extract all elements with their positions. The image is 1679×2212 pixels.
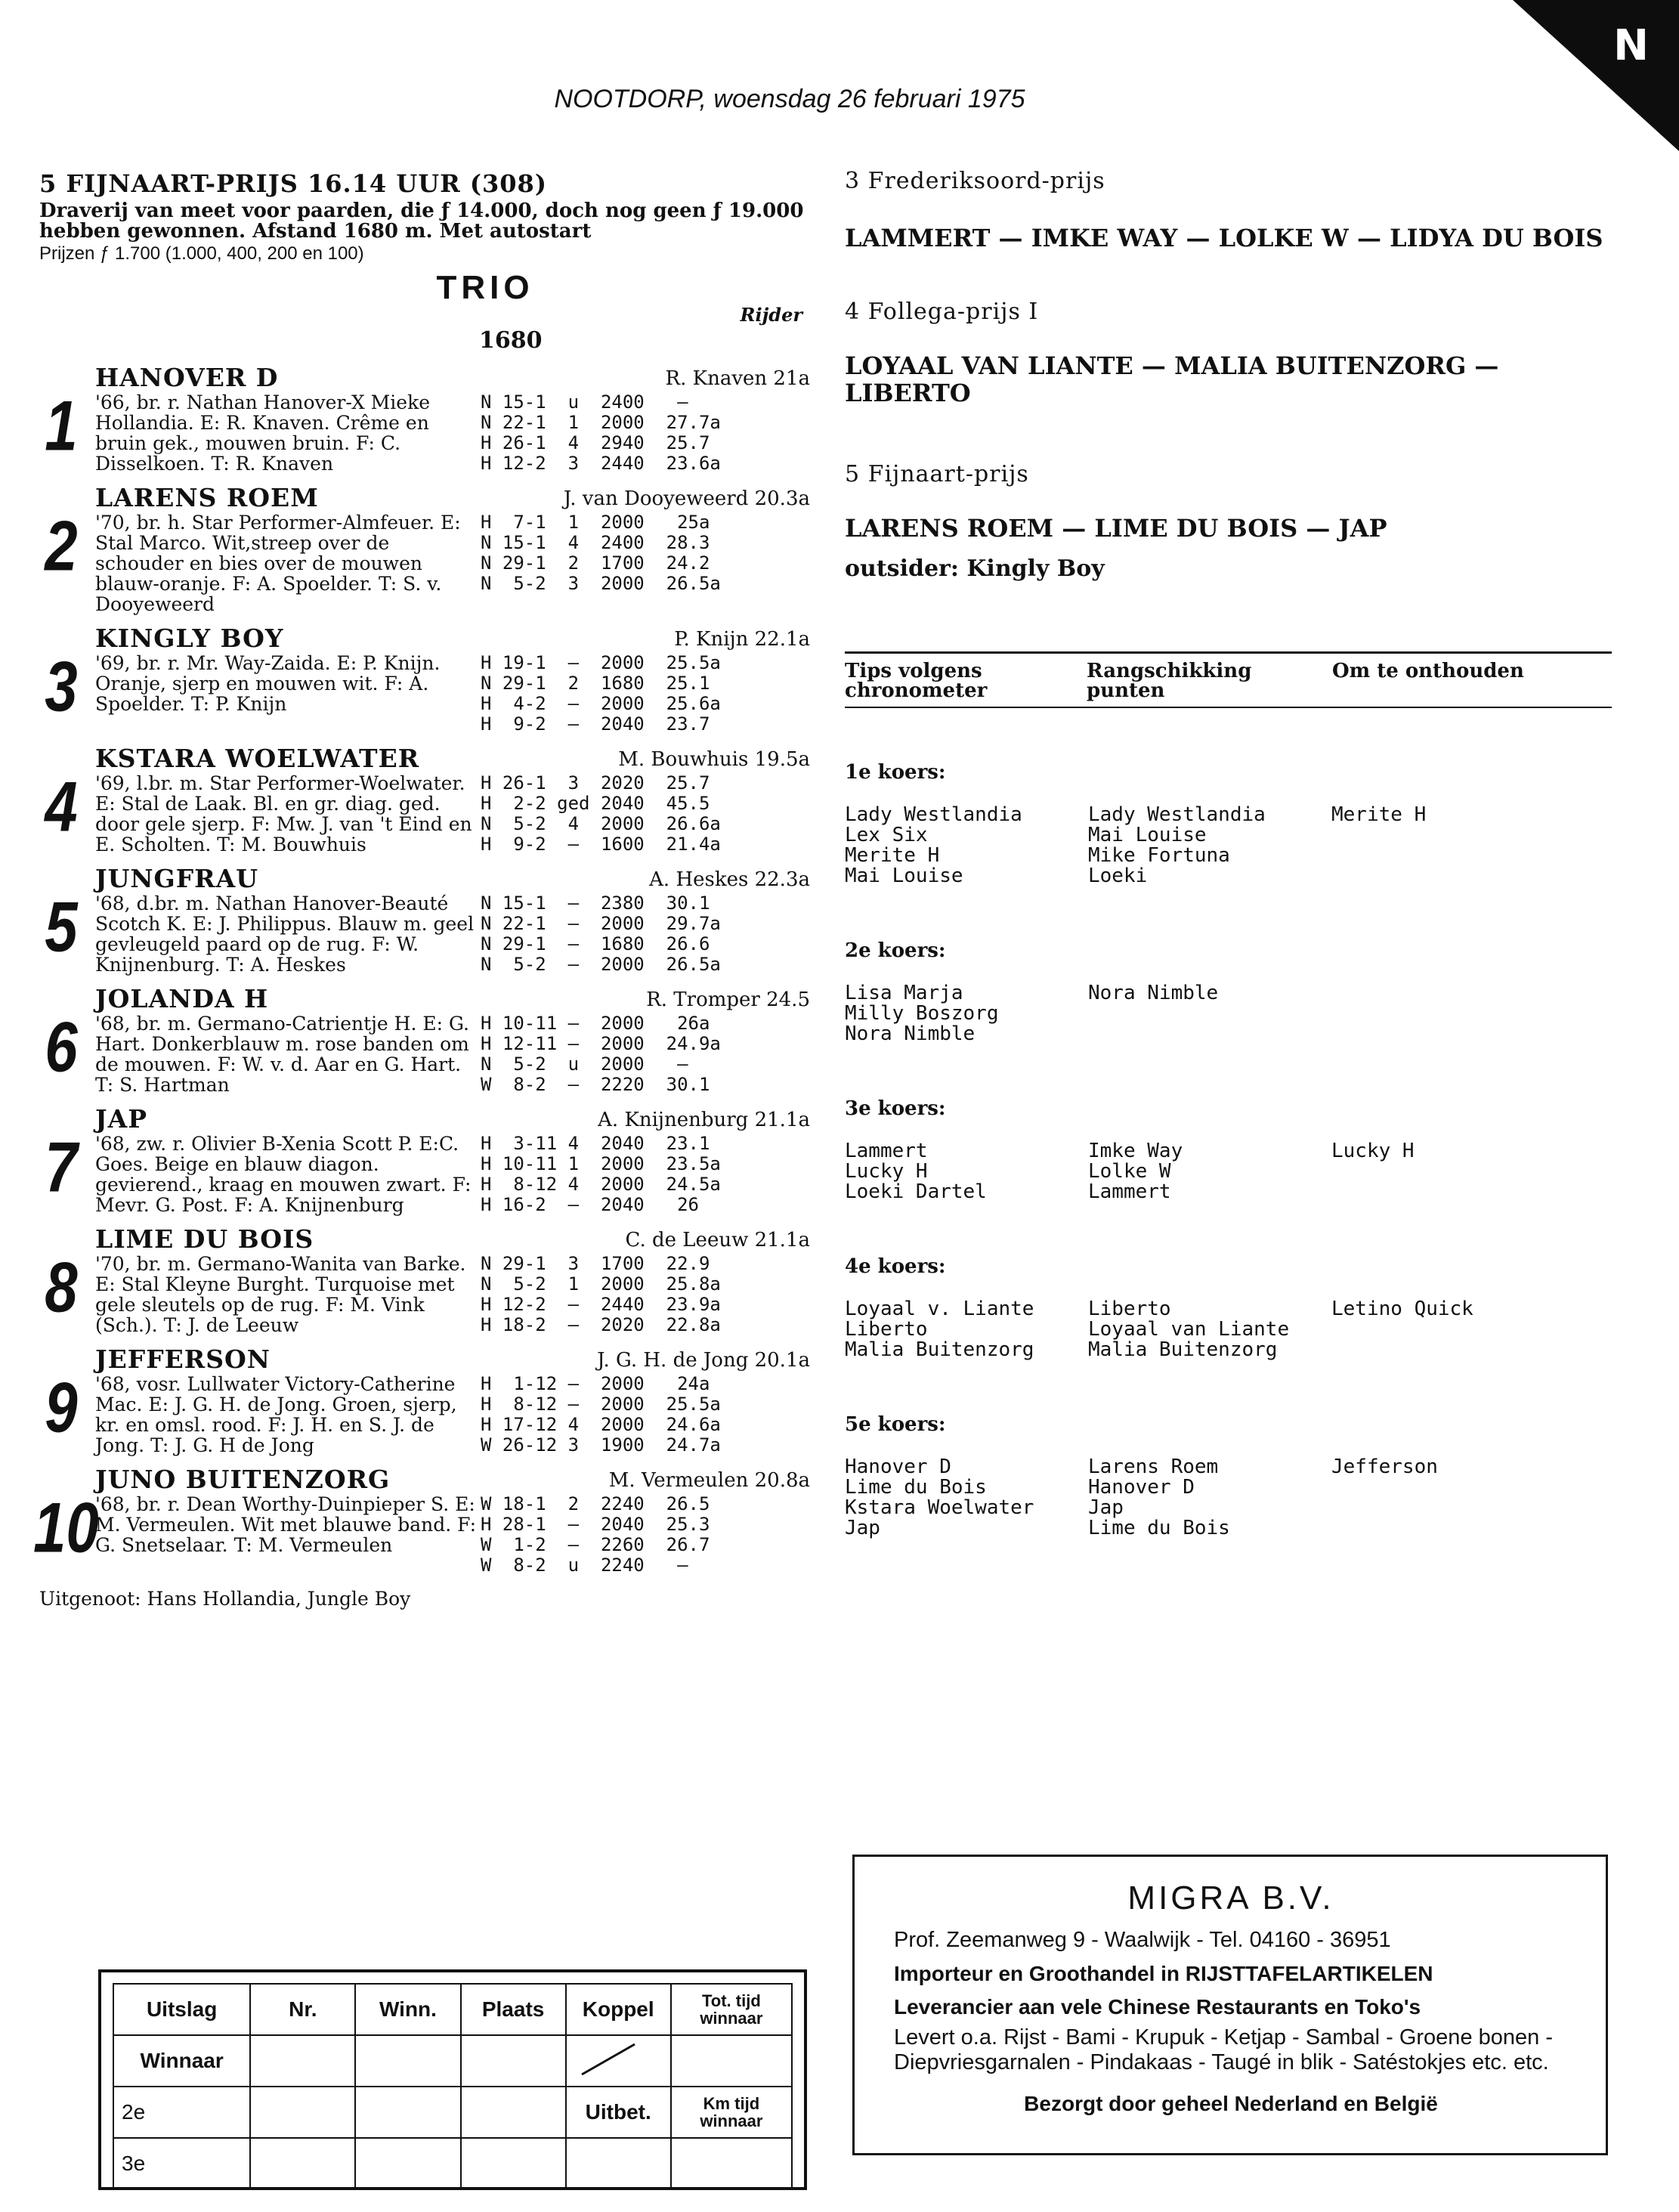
horse-number: 2 bbox=[45, 506, 78, 586]
row-2e: 2e bbox=[113, 2087, 250, 2138]
cell[interactable] bbox=[671, 2138, 792, 2189]
uitgenoot: Uitgenoot: Hans Hollandia, Jungle Boy bbox=[39, 1588, 411, 1610]
koers-block bbox=[845, 939, 1616, 1044]
koers-chronometer: Hanover D Lime du Bois Kstara Woelwater Jap bbox=[845, 1456, 1034, 1539]
tips-column bbox=[845, 168, 1616, 1539]
horse-body bbox=[95, 893, 810, 975]
outsider: outsider: Kingly Boy bbox=[845, 555, 1105, 582]
rijder-label: Rijder bbox=[740, 304, 802, 326]
horse-number: 6 bbox=[45, 1007, 78, 1087]
horse-driver: J. van Dooyeweerd 20.3a bbox=[563, 487, 810, 510]
ad-line-1: Importeur en Groothandel in RIJSTTAFELARTIKELEN bbox=[894, 1962, 1433, 1985]
koers-chronometer: Lady Westlandia Lex Six Merite H Mai Louise bbox=[845, 803, 1022, 887]
horse-header bbox=[95, 744, 810, 773]
horse-description: '70, br. m. Germano-Wanita van Barke. E: Stal Kleyne Burght. Turquoise met gele sleutels op de rug. F: M. Vink (Sch.). T: J. de Leeuw bbox=[95, 1253, 466, 1336]
race-prizes: Prijzen ƒ 1.700 (1.000, 400, 200 en 100) bbox=[39, 243, 364, 264]
row-3e: 3e bbox=[113, 2138, 250, 2189]
column-header-onthouden: Om te onthouden bbox=[1332, 660, 1524, 682]
cell[interactable] bbox=[355, 2035, 460, 2087]
horse-header bbox=[95, 984, 810, 1013]
horse-entry bbox=[39, 363, 810, 474]
horse-name: HANOVER D bbox=[95, 363, 279, 392]
race-column bbox=[33, 169, 810, 1610]
koers-chronometer: Loyaal v. Liante Liberto Malia Buitenzorg bbox=[845, 1298, 1034, 1361]
koers-title: 2e koers: bbox=[845, 939, 946, 962]
koers-punten: Larens Roem Hanover D Jap Lime du Bois bbox=[1088, 1456, 1230, 1539]
koers-block bbox=[845, 1413, 1616, 1539]
horse-header bbox=[95, 363, 810, 392]
tip-line-3: LAMMERT — IMKE WAY — LOLKE W — LIDYA DU BOIS bbox=[845, 224, 1603, 252]
ad-line-3: Levert o.a. Rijst - Bami - Krupuk - Ketjap - Sambal - Groene bonen - Diepvriesgarnalen - Pindakaas - Taugé in blik - Satéstokjes etc. etc. bbox=[894, 2025, 1553, 2074]
horse-header bbox=[95, 1344, 810, 1374]
header-tot-tijd: Tot. tijd winnaar bbox=[671, 1984, 792, 2035]
horse-entry bbox=[33, 1465, 810, 1576]
cell[interactable] bbox=[250, 2138, 355, 2189]
koers-block bbox=[845, 761, 1616, 886]
horse-body bbox=[95, 1494, 810, 1576]
column-header-punten: Rangschikking punten bbox=[1087, 660, 1252, 702]
horse-name: JUNO BUITENZORG bbox=[95, 1465, 391, 1494]
koers-punten: Nora Nimble bbox=[1088, 982, 1219, 1004]
result-form bbox=[98, 1969, 807, 2190]
horse-description: '69, br. r. Mr. Way-Zaida. E: P. Knijn. Oranje, sjerp en mouwen wit. F: A. Spoelder. T: P. Knijn bbox=[95, 652, 441, 715]
koppel-slash-cell bbox=[566, 2035, 671, 2087]
horse-number: 4 bbox=[45, 766, 78, 846]
corner-letter: N bbox=[1613, 21, 1649, 70]
horse-body bbox=[95, 392, 810, 474]
horse-driver: A. Heskes 22.3a bbox=[649, 868, 810, 891]
koers-columns bbox=[845, 1457, 1616, 1539]
horse-driver: P. Knijn 22.1a bbox=[674, 628, 810, 651]
horse-name: JOLANDA H bbox=[95, 984, 269, 1013]
koers-onthouden: Letino Quick bbox=[1331, 1298, 1473, 1320]
horse-body bbox=[95, 653, 810, 735]
horse-stats: N 15-1 u 2400 — N 22-1 1 2000 27.7a H 26-1 4 2940 25.7 H 12-2 3 2440 23.6a bbox=[481, 391, 721, 474]
horse-name: JEFFERSON bbox=[95, 1344, 271, 1374]
koers-columns bbox=[845, 1299, 1616, 1360]
horse-driver: J. G. H. de Jong 20.1a bbox=[597, 1349, 810, 1372]
horse-description: '70, br. h. Star Performer-Almfeuer. E: Stal Marco. Wit,streep over de schouder en bies over de mouwen blauw-oranje. F: A. Spoelder. T: S. v. Dooyeweerd bbox=[95, 512, 461, 615]
header-winn: Winn. bbox=[355, 1984, 460, 2035]
horse-driver: R. Tromper 24.5 bbox=[646, 988, 810, 1011]
horse-description: '68, d.br. m. Nathan Hanover-Beauté Scotch K. E: J. Philippus. Blauw m. geel gevleugeld paard op de rug. F: W. Knijnenburg. T: A. Heskes bbox=[95, 893, 475, 976]
horse-number: 1 bbox=[45, 385, 78, 466]
horse-body bbox=[95, 1254, 810, 1335]
horse-driver: R. Knaven 21a bbox=[665, 367, 810, 390]
cell[interactable] bbox=[250, 2087, 355, 2138]
race-description: Draverij van meet voor paarden, die ƒ 14.000, doch nog geen ƒ 19.000 hebben gewonnen. Afstand 1680 m. Met autostart bbox=[39, 200, 804, 243]
horse-stats: H 3-11 4 2040 23.1 H 10-11 1 2000 23.5a H 8-12 4 2000 24.5a H 16-2 — 2040 26 bbox=[481, 1133, 721, 1215]
horse-stats: N 29-1 3 1700 22.9 N 5-2 1 2000 25.8a H 12-2 — 2440 23.9a H 18-2 — 2020 22.8a bbox=[481, 1253, 721, 1335]
horse-number: 3 bbox=[45, 646, 78, 726]
koers-chronometer: Lammert Lucky H Loeki Dartel bbox=[845, 1140, 987, 1203]
header-uitslag: Uitslag bbox=[113, 1984, 250, 2035]
ad-address: Prof. Zeemanweg 9 - Waalwijk - Tel. 04160 - 36951 bbox=[894, 1928, 1391, 1952]
horse-header bbox=[95, 1104, 810, 1134]
distance-label: 1680 bbox=[479, 327, 543, 354]
koers-columns bbox=[845, 1141, 1616, 1202]
tip-line-5: LARENS ROEM — LIME DU BOIS — JAP bbox=[845, 514, 1387, 543]
advertisement bbox=[852, 1855, 1608, 2155]
slash-mark bbox=[574, 2040, 642, 2077]
horse-name: KINGLY BOY bbox=[95, 623, 284, 653]
horse-description: '66, br. r. Nathan Hanover-X Mieke Hollandia. E: R. Knaven. Crême en bruin gek., mouwen bruin. F: C. Disselkoen. T: R. Knaven bbox=[95, 391, 431, 475]
horse-body bbox=[95, 512, 810, 614]
koers-columns bbox=[845, 805, 1616, 886]
header-plaats: Plaats bbox=[461, 1984, 566, 2035]
horse-entry bbox=[39, 1104, 810, 1215]
horse-name: KSTARA WOELWATER bbox=[95, 744, 420, 773]
horse-header bbox=[95, 623, 810, 653]
horse-entry bbox=[39, 623, 810, 735]
horse-stats: H 1-12 — 2000 24a H 8-12 — 2000 25.5a H 17-12 4 2000 24.6a W 26-12 3 1900 24.7a bbox=[481, 1373, 721, 1456]
horse-description: '68, br. m. Germano-Catrientje H. E: G. Hart. Donkerblauw m. rose banden om de mouwen. F: W. v. d. Aar en G. Hart. T: S. Hartman bbox=[95, 1013, 470, 1096]
horse-description: '68, zw. r. Olivier B-Xenia Scott P. E:C. Goes. Beige en blauw diagon. gevierend., kraag en mouwen zwart. F: Mevr. G. Post. F: A. Knijnenburg bbox=[95, 1133, 472, 1216]
horse-entry bbox=[39, 483, 810, 614]
header-koppel: Koppel bbox=[566, 1984, 671, 2035]
horse-number: 9 bbox=[45, 1367, 78, 1447]
horse-header bbox=[95, 864, 810, 893]
koers-title: 3e koers: bbox=[845, 1097, 946, 1120]
horse-header bbox=[95, 483, 810, 512]
horse-stats: H 19-1 — 2000 25.5a N 29-1 2 1680 25.1 H 4-2 — 2000 25.6a H 9-2 — 2040 23.7 bbox=[481, 652, 721, 735]
horse-name: JAP bbox=[95, 1104, 148, 1134]
horse-stats: H 10-11 — 2000 26a H 12-11 — 2000 24.9a N 5-2 u 2000 — W 8-2 — 2220 30.1 bbox=[481, 1013, 721, 1095]
horse-list bbox=[33, 363, 810, 1576]
koers-onthouden: Merite H bbox=[1331, 803, 1427, 826]
horse-body bbox=[95, 773, 810, 855]
column-header-chronometer: Tips volgens chronometer bbox=[845, 660, 988, 702]
cell[interactable] bbox=[566, 2138, 671, 2189]
km-tijd-label: Km tijd winnaar bbox=[671, 2087, 792, 2138]
corner-tab bbox=[1513, 0, 1679, 151]
koers-onthouden: Jefferson bbox=[1331, 1456, 1438, 1478]
horse-driver: C. de Leeuw 21.1a bbox=[625, 1229, 810, 1251]
horse-number: 8 bbox=[45, 1247, 78, 1327]
koers-onthouden: Lucky H bbox=[1331, 1140, 1415, 1162]
row-winnaar: Winnaar bbox=[113, 2035, 250, 2087]
horse-number: 5 bbox=[45, 886, 78, 967]
horse-header bbox=[95, 1465, 810, 1494]
trio-label: TRIO bbox=[436, 269, 534, 306]
ad-footer: Bezorgt door geheel Nederland en België bbox=[1024, 2092, 1438, 2115]
tip-title-5: 5 Fijnaart-prijs bbox=[845, 461, 1029, 487]
horse-entry bbox=[39, 984, 810, 1095]
koers-title: 1e koers: bbox=[845, 761, 946, 784]
horse-stats: H 7-1 1 2000 25a N 15-1 4 2400 28.3 N 29-1 2 1700 24.2 N 5-2 3 2000 26.5a bbox=[481, 512, 721, 594]
koers-title: 4e koers: bbox=[845, 1255, 946, 1278]
horse-driver: M. Vermeulen 20.8a bbox=[608, 1469, 810, 1492]
horse-stats: N 15-1 — 2380 30.1 N 22-1 — 2000 29.7a N 29-1 — 1680 26.6 N 5-2 — 2000 26.5a bbox=[481, 893, 721, 975]
horse-name: LARENS ROEM bbox=[95, 483, 319, 512]
koers-chronometer: Lisa Marja Milly Boszorg Nora Nimble bbox=[845, 982, 999, 1045]
cell[interactable] bbox=[461, 2138, 566, 2189]
race-title: 5 FIJNAART-PRIJS 16.14 UUR (308) bbox=[39, 169, 547, 198]
horse-header bbox=[95, 1224, 810, 1254]
cell[interactable] bbox=[461, 2087, 566, 2138]
header-nr: Nr. bbox=[250, 1984, 355, 2035]
koers-punten: Lady Westlandia Mai Louise Mike Fortuna Loeki bbox=[1088, 803, 1266, 887]
horse-body bbox=[95, 1134, 810, 1215]
koers-onthouden bbox=[1331, 983, 1575, 1044]
page-header: NOOTDORP, woensdag 26 februari 1975 bbox=[554, 85, 1025, 113]
ad-title: MIGRA B.V. bbox=[1127, 1879, 1334, 1917]
koers-punten: Imke Way Lolke W Lammert bbox=[1088, 1140, 1183, 1203]
horse-stats: H 26-1 3 2020 25.7 H 2-2 ged 2040 45.5 N 5-2 4 2000 26.6a H 9-2 — 1600 21.4a bbox=[481, 772, 721, 855]
horse-body bbox=[95, 1013, 810, 1095]
tip-title-3: 3 Frederiksoord-prijs bbox=[845, 168, 1105, 194]
horse-driver: A. Knijnenburg 21.1a bbox=[598, 1109, 810, 1131]
cell[interactable] bbox=[355, 2138, 460, 2189]
horse-name: JUNGFRAU bbox=[95, 864, 258, 893]
table-top-rule bbox=[845, 651, 1612, 654]
cell[interactable] bbox=[250, 2035, 355, 2087]
horse-stats: W 18-1 2 2240 26.5 H 28-1 — 2040 25.3 W 1-2 — 2260 26.7 W 8-2 u 2240 — bbox=[481, 1493, 710, 1576]
horse-description: '69, l.br. m. Star Performer-Woelwater. E: Stal de Laak. Bl. en gr. diag. ged. door gele sjerp. F: Mw. J. van 't Eind en E. Scholten. T: M. Bouwhuis bbox=[95, 772, 472, 855]
horse-name: LIME DU BOIS bbox=[95, 1224, 314, 1254]
horse-body bbox=[95, 1374, 810, 1456]
koers-punten: Liberto Loyaal van Liante Malia Buitenzorg bbox=[1088, 1298, 1290, 1361]
koers-columns bbox=[845, 983, 1616, 1044]
ad-line-2: Leverancier aan vele Chinese Restaurants en Toko's bbox=[894, 1995, 1421, 2019]
result-table bbox=[113, 1983, 793, 2190]
koersen-list bbox=[845, 761, 1616, 1539]
horse-description: '68, br. r. Dean Worthy-Duinpieper S. E: M. Vermeulen. Wit met blauwe band. F: G. Snetselaar. T: M. Vermeulen bbox=[95, 1493, 477, 1556]
horse-description: '68, vosr. Lullwater Victory-Catherine Mac. E: J. G. H. de Jong. Groen, sjerp, kr. en omsl. rood. F: J. H. en S. J. de Jong. T: J. G. H de Jong bbox=[95, 1373, 457, 1456]
horse-driver: M. Bouwhuis 19.5a bbox=[618, 748, 810, 771]
koers-title: 5e koers: bbox=[845, 1413, 946, 1436]
horse-entry bbox=[39, 864, 810, 975]
cell[interactable] bbox=[355, 2087, 460, 2138]
cell[interactable] bbox=[461, 2035, 566, 2087]
horse-entry bbox=[39, 1224, 810, 1335]
uitbet-label: Uitbet. bbox=[566, 2087, 671, 2138]
horse-number: 7 bbox=[45, 1127, 78, 1207]
koers-block bbox=[845, 1255, 1616, 1360]
horse-number: 10 bbox=[33, 1487, 99, 1567]
koers-block bbox=[845, 1097, 1616, 1202]
cell[interactable] bbox=[671, 2035, 792, 2087]
column-headers bbox=[845, 661, 1616, 701]
table-header-rule bbox=[845, 707, 1612, 708]
tip-title-4: 4 Follega-prijs I bbox=[845, 299, 1039, 325]
horse-entry bbox=[39, 744, 810, 855]
tip-line-4: LOYAAL VAN LIANTE — MALIA BUITENZORG — LIBERTO bbox=[845, 351, 1499, 407]
horse-entry bbox=[39, 1344, 810, 1456]
